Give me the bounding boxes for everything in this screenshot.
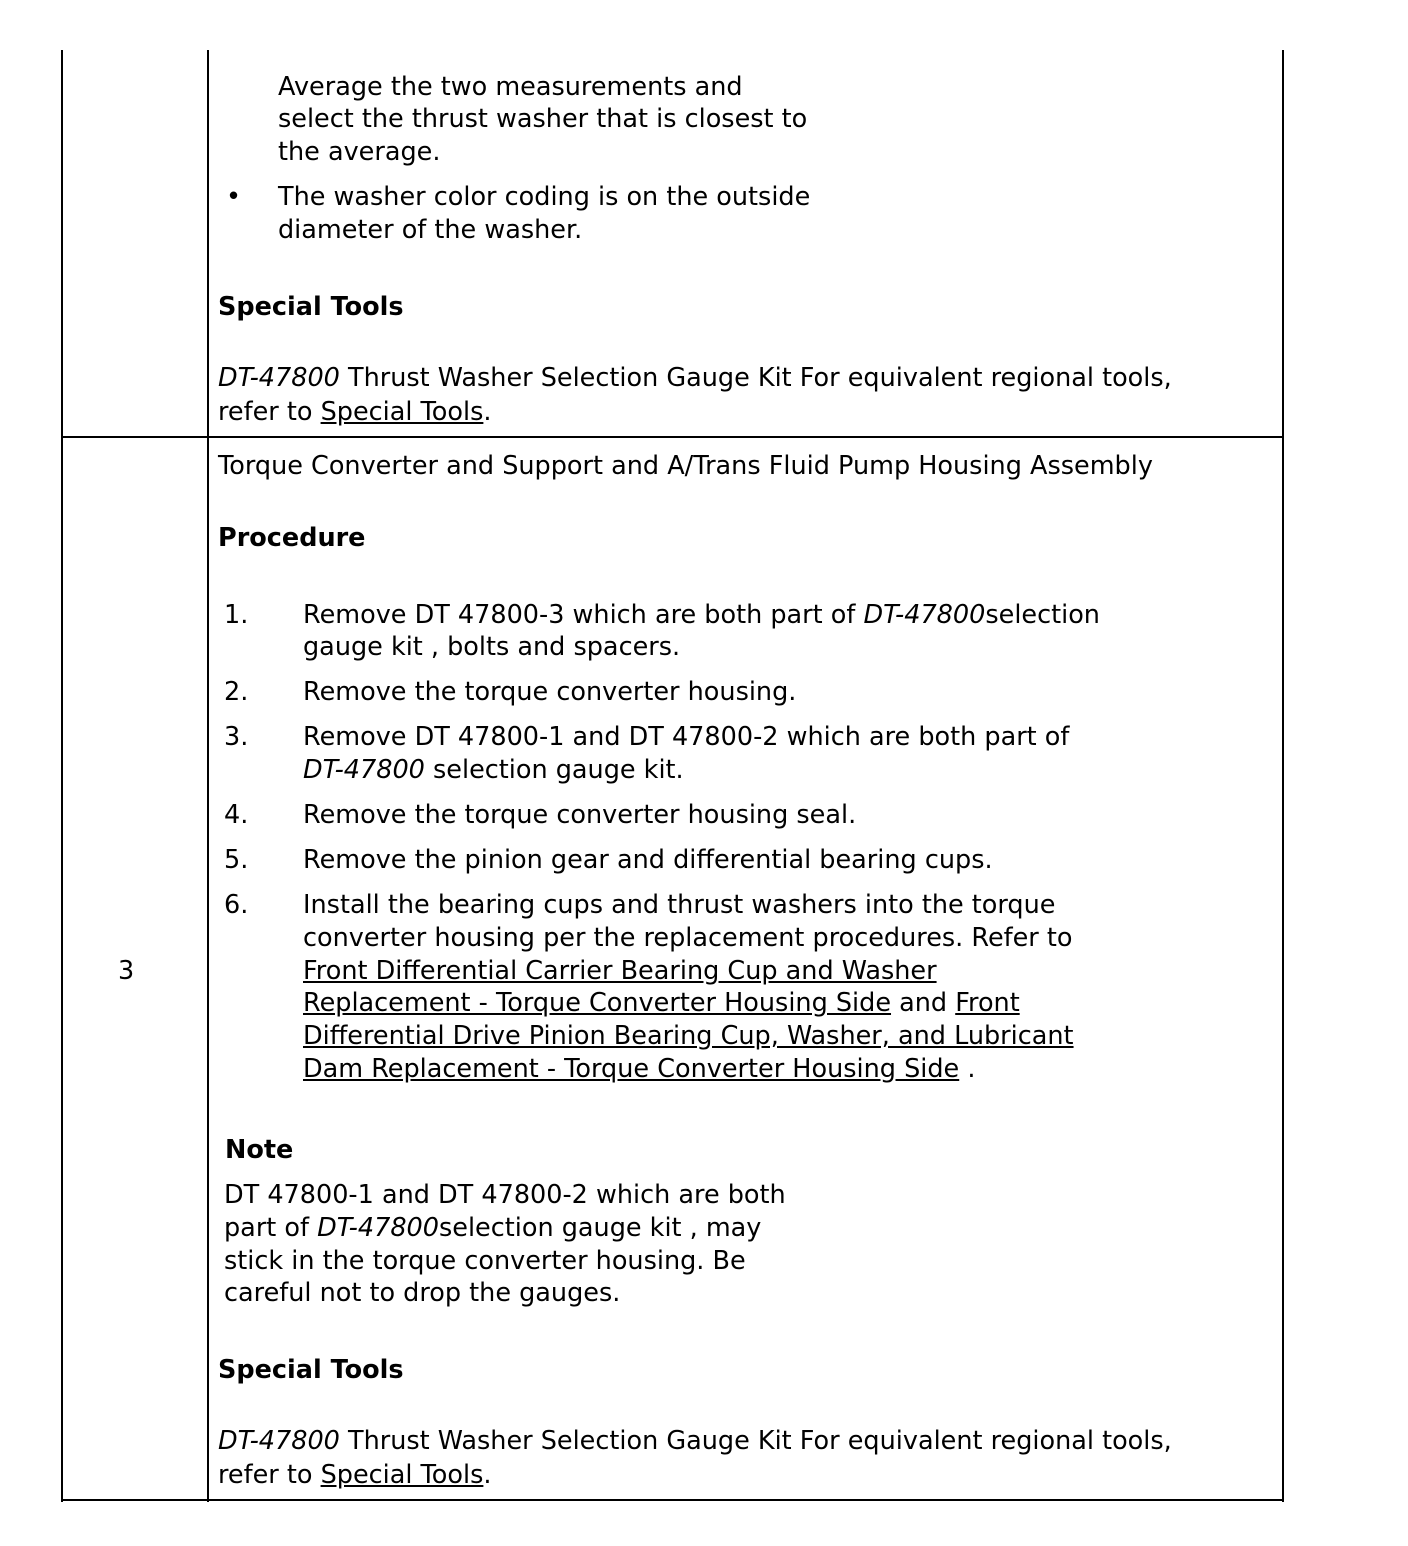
text: . — [959, 1054, 976, 1084]
list-number: 4. — [224, 800, 249, 830]
note-text: DT 47800-1 and DT 47800-2 which are both — [224, 1180, 786, 1210]
list-item-text: Remove the pinion gear and differential bearing cups. — [303, 845, 993, 875]
note-text: stick in the torque converter housing. Be — [224, 1246, 746, 1276]
text: selection — [985, 600, 1100, 630]
table-column-divider — [207, 50, 209, 1502]
note-heading: Note — [225, 1135, 294, 1165]
list-item-text — [303, 1053, 975, 1086]
text: part of — [224, 1213, 318, 1243]
list-item-text — [303, 754, 684, 787]
text-line: the average. — [278, 137, 441, 167]
list-item-text: gauge kit , bolts and spacers. — [303, 632, 681, 662]
pinion-bearing-link[interactable]: Differential Drive Pinion Bearing Cup, Washer, and Lubricant — [303, 1021, 1074, 1051]
text-line: Average the two measurements and — [278, 72, 743, 102]
tool-code: DT-47800 — [218, 363, 340, 393]
bullet-icon: • — [226, 182, 242, 212]
list-number: 2. — [224, 677, 249, 707]
pinion-bearing-link[interactable]: Front — [955, 988, 1020, 1018]
text-line: The washer color coding is on the outside — [278, 182, 811, 212]
list-number: 1. — [224, 600, 249, 630]
procedure-heading: Procedure — [218, 523, 366, 553]
special-tools-link[interactable]: Special Tools — [320, 1460, 484, 1490]
text-line: diameter of the washer. — [278, 215, 583, 245]
pinion-bearing-link[interactable]: Dam Replacement - Torque Converter Housing Side — [303, 1054, 960, 1084]
special-tools-link[interactable]: Special Tools — [320, 397, 484, 427]
note-text — [224, 1212, 761, 1245]
step-title: Torque Converter and Support and A/Trans Fluid Pump Housing Assembly — [218, 451, 1153, 481]
table-border-bottom — [61, 1499, 1284, 1501]
tool-desc: Thrust Washer Selection Gauge Kit For equivalent regional tools, — [339, 1426, 1172, 1456]
list-item-text: Remove the torque converter housing. — [303, 677, 797, 707]
list-item-text: Install the bearing cups and thrust washers into the torque — [303, 890, 1056, 920]
refer-line — [218, 1459, 492, 1492]
step-number: 3 — [118, 956, 135, 986]
special-tools-heading: Special Tools — [218, 292, 404, 322]
special-tools-heading: Special Tools — [218, 1355, 404, 1385]
carrier-bearing-link[interactable]: Front Differential Carrier Bearing Cup and Washer — [303, 956, 937, 986]
tool-line — [218, 1425, 1172, 1458]
text: selection gauge kit , may — [439, 1213, 762, 1243]
list-item-text — [303, 987, 1020, 1020]
list-item-text — [303, 599, 1100, 632]
list-item-text: converter housing per the replacement procedures. Refer to — [303, 923, 1073, 953]
table-border-right — [1282, 50, 1284, 1502]
tool-code: DT-47800 — [218, 1426, 340, 1456]
period: . — [483, 1460, 492, 1490]
table-border-left — [61, 50, 63, 1502]
list-item-text — [303, 1020, 1074, 1053]
text: and — [891, 988, 956, 1018]
text: Remove DT 47800-3 which are both part of — [303, 600, 864, 630]
tool-line — [218, 362, 1172, 395]
refer-text: refer to — [218, 397, 321, 427]
tool-code: DT-47800 — [317, 1213, 439, 1243]
tool-desc: Thrust Washer Selection Gauge Kit For equivalent regional tools, — [339, 363, 1172, 393]
carrier-bearing-link[interactable]: Replacement - Torque Converter Housing Side — [303, 988, 892, 1018]
list-number: 5. — [224, 845, 249, 875]
row-divider — [61, 436, 1284, 438]
list-item-text — [303, 955, 937, 988]
text: selection gauge kit. — [424, 755, 684, 785]
list-number: 3. — [224, 722, 249, 752]
note-text: careful not to drop the gauges. — [224, 1278, 621, 1308]
refer-line — [218, 396, 492, 429]
tool-code: DT-47800 — [303, 755, 425, 785]
list-number: 6. — [224, 890, 249, 920]
text-line: select the thrust washer that is closest to — [278, 104, 808, 134]
list-item-text: Remove DT 47800-1 and DT 47800-2 which are both part of — [303, 722, 1070, 752]
refer-text: refer to — [218, 1460, 321, 1490]
period: . — [483, 397, 492, 427]
tool-code: DT-47800 — [863, 600, 986, 630]
list-item-text: Remove the torque converter housing seal. — [303, 800, 857, 830]
